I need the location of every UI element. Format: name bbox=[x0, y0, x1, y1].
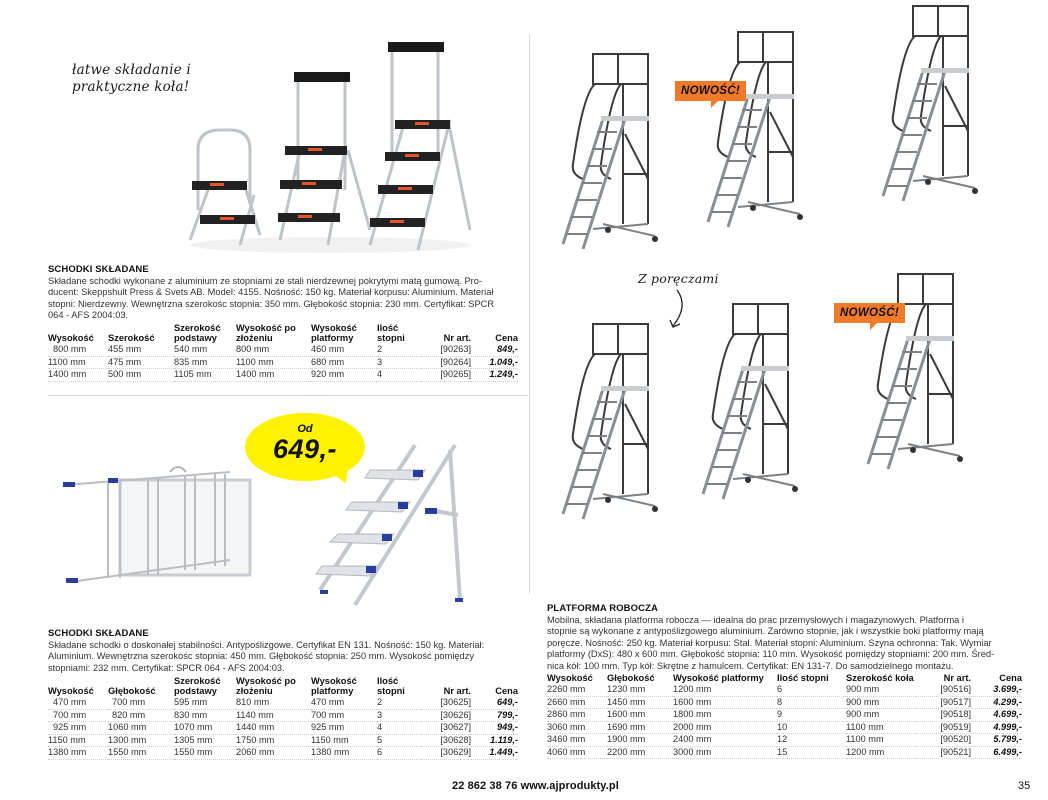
cell-depth: 1450 mm bbox=[607, 696, 673, 709]
cell-height: 1380 mm bbox=[48, 747, 108, 760]
cell-article-number: [30626] bbox=[421, 709, 471, 722]
column-header: Szerokość podstawy bbox=[174, 323, 221, 343]
description-line: stopniami: 232 mm. Certyfikat: SPCR 064 - AFS 2004:03. bbox=[48, 662, 285, 673]
cell-platform-height: 1380 mm bbox=[311, 747, 377, 760]
cell-base-width: 1105 mm bbox=[174, 369, 236, 382]
cell-article-number: [90518] bbox=[916, 709, 971, 722]
cell-height: 3060 mm bbox=[547, 721, 607, 734]
cell-base-width: 835 mm bbox=[174, 356, 236, 369]
cell-wheel-width: 900 mm bbox=[846, 684, 916, 696]
product-schodki-2 bbox=[48, 628, 518, 674]
annotation-easy-folding bbox=[72, 62, 191, 96]
cell-price: 1.119,- bbox=[471, 734, 518, 747]
cell-platform-height: 3000 mm bbox=[673, 746, 777, 759]
table-row bbox=[547, 734, 1022, 747]
table-row bbox=[547, 721, 1022, 734]
column-header: Wysokość po złożeniu bbox=[236, 676, 296, 696]
cell-price: 1.249,- bbox=[471, 369, 518, 382]
folded-steps-image bbox=[60, 460, 250, 590]
cell-steps: 3 bbox=[377, 709, 421, 722]
cell-width: 475 mm bbox=[108, 356, 174, 369]
spec-table-platforma bbox=[547, 673, 1022, 759]
table-row bbox=[48, 722, 518, 735]
annotation-with-handrails: Z poręczami bbox=[638, 271, 719, 286]
table-row bbox=[48, 344, 518, 356]
cell-article-number: [90520] bbox=[916, 734, 971, 747]
cell-steps: 15 bbox=[777, 746, 846, 759]
description-line: Składane schodki o doskonałej stabilności. Antypoślizgowe. Certyfikat EN 131. Nośność: 150 kg. Materiał: bbox=[48, 640, 485, 650]
cell-base-width: 1070 mm bbox=[174, 722, 236, 735]
cell-steps: 6 bbox=[377, 747, 421, 760]
badge-tail bbox=[711, 100, 719, 108]
table-row bbox=[48, 747, 518, 760]
cell-height: 470 mm bbox=[48, 697, 108, 709]
cell-height: 2660 mm bbox=[547, 696, 607, 709]
product-schodki-1 bbox=[48, 264, 518, 322]
cell-folded-height: 810 mm bbox=[236, 697, 311, 709]
cell-depth: 1600 mm bbox=[607, 709, 673, 722]
description-line: stopni: Nierdzewny. Wewnętrzna szerokośc stopnia: 350 mm. Głębokość stopnia: 230 mm. Certyfikat: SPCR bbox=[48, 298, 495, 309]
cell-base-width: 1305 mm bbox=[174, 734, 236, 747]
cell-depth: 2200 mm bbox=[607, 746, 673, 759]
table-row bbox=[547, 746, 1022, 759]
cell-platform-height: 1600 mm bbox=[673, 696, 777, 709]
work-platforms-image bbox=[548, 34, 1018, 554]
arrow-icon bbox=[665, 288, 690, 333]
column-header: Szerokość koła bbox=[846, 673, 914, 683]
cell-price: 799,- bbox=[471, 709, 518, 722]
description-line: platformy (DxS): 480 x 600 mm. Głębokość stopnia: 110 mm. Wysokość pomiędzy stopniami: 200 mm. Śred- bbox=[547, 649, 995, 660]
column-header: Wysokość platformy bbox=[673, 673, 764, 683]
cell-wheel-width: 1200 mm bbox=[846, 746, 916, 759]
description-line: Aluminium. Wewnętrzna szerokośc stopnia: 450 mm. Głębokość stopnia: 250 mm. Wysokość pomiędzy bbox=[48, 651, 475, 662]
cell-steps: 12 bbox=[777, 734, 846, 747]
new-badge bbox=[675, 81, 746, 101]
cell-height: 1150 mm bbox=[48, 734, 108, 747]
cell-steps: 9 bbox=[777, 709, 846, 722]
table-row bbox=[547, 709, 1022, 722]
cell-article-number: [90519] bbox=[916, 721, 971, 734]
section-divider bbox=[48, 395, 528, 396]
cell-platform-height: 2000 mm bbox=[673, 721, 777, 734]
cell-steps: 6 bbox=[777, 684, 846, 696]
new-badge bbox=[834, 303, 905, 323]
column-header: Szerokość podstawy bbox=[174, 676, 221, 696]
cell-steps: 2 bbox=[377, 697, 421, 709]
cell-wheel-width: 900 mm bbox=[846, 696, 916, 709]
new-badge-label: NOWOŚĆ! bbox=[681, 85, 740, 97]
badge-tail bbox=[870, 322, 878, 330]
cell-platform-height: 680 mm bbox=[311, 356, 377, 369]
cell-folded-height: 2060 mm bbox=[236, 747, 311, 760]
cell-article-number: [90265] bbox=[421, 369, 471, 382]
cell-wheel-width: 1100 mm bbox=[846, 734, 916, 747]
cell-folded-height: 1140 mm bbox=[236, 709, 311, 722]
cell-depth: 1900 mm bbox=[607, 734, 673, 747]
spec-table-schodki-2 bbox=[48, 676, 518, 760]
cell-height: 925 mm bbox=[48, 722, 108, 735]
cell-width: 455 mm bbox=[108, 344, 174, 356]
table-header-row bbox=[547, 673, 1022, 684]
cell-price: 3.699,- bbox=[971, 684, 1022, 696]
cell-article-number: [30629] bbox=[421, 747, 471, 760]
cell-price: 5.799,- bbox=[971, 734, 1022, 747]
cell-steps: 10 bbox=[777, 721, 846, 734]
new-badge-label: NOWOŚĆ! bbox=[840, 307, 899, 319]
description-line: ducent: Skeppshult Press & Svets AB. Model: 4155. Nośność: 150 kg. Materiał korpusu: Aluminium. Materiał bbox=[48, 287, 494, 298]
cell-price: 4.999,- bbox=[971, 721, 1022, 734]
description-line: stopnie są wykonane z antypoślizgowego aluminium. Zarówno stopnie, jak i wszystkie boki platformy mają bbox=[547, 626, 984, 637]
table-row bbox=[547, 696, 1022, 709]
table-header-row bbox=[48, 676, 518, 697]
column-header: Nr art. bbox=[443, 333, 471, 343]
column-header: Wysokość bbox=[547, 673, 593, 683]
description-line: poręcze. Nośność: 250 kg. Materiał korpusu: Stal. Materiał stopni: Aluminium. Szyna ochronna: Tak. Wymiar bbox=[547, 637, 992, 648]
column-header: Wysokość bbox=[48, 686, 94, 696]
table-row bbox=[48, 369, 518, 382]
column-header: Ilość stopni bbox=[377, 323, 405, 343]
cell-article-number: [90264] bbox=[421, 356, 471, 369]
cell-height: 3460 mm bbox=[547, 734, 607, 747]
cell-platform-height: 1200 mm bbox=[673, 684, 777, 696]
description-line: 064 - AFS 2004:03. bbox=[48, 310, 129, 321]
cell-price: 4.299,- bbox=[971, 696, 1022, 709]
product-title: PLATFORMA ROBOCZA bbox=[547, 603, 658, 614]
column-header: Ilość stopni bbox=[777, 673, 829, 683]
cell-price: 1.449,- bbox=[471, 747, 518, 760]
cell-depth: 1550 mm bbox=[108, 747, 174, 760]
cell-height: 2260 mm bbox=[547, 684, 607, 696]
cell-folded-height: 1440 mm bbox=[236, 722, 311, 735]
cell-height: 4060 mm bbox=[547, 746, 607, 759]
cell-article-number: [30625] bbox=[421, 697, 471, 709]
cell-steps: 3 bbox=[377, 356, 421, 369]
product-description bbox=[547, 615, 1027, 672]
column-header: Nr art. bbox=[443, 686, 471, 696]
cell-steps: 4 bbox=[377, 369, 421, 382]
cell-height: 1400 mm bbox=[48, 369, 108, 382]
column-divider bbox=[529, 34, 530, 594]
product-platforma bbox=[547, 603, 1027, 672]
cell-folded-height: 1750 mm bbox=[236, 734, 311, 747]
cell-article-number: [30627] bbox=[421, 722, 471, 735]
cell-article-number: [90521] bbox=[916, 746, 971, 759]
column-header: Szerokość bbox=[108, 333, 155, 343]
from-price-badge bbox=[245, 413, 365, 481]
column-header: Cena bbox=[495, 686, 518, 696]
column-header: Wysokość bbox=[48, 333, 94, 343]
column-header: Wysokość platformy bbox=[311, 676, 357, 696]
cell-wheel-width: 1100 mm bbox=[846, 721, 916, 734]
table-row bbox=[547, 684, 1022, 696]
cell-platform-height: 2400 mm bbox=[673, 734, 777, 747]
cell-folded-height: 1100 mm bbox=[236, 356, 311, 369]
cell-height: 800 mm bbox=[48, 344, 108, 356]
cell-price: 649,- bbox=[471, 697, 518, 709]
cell-price: 4.699,- bbox=[971, 709, 1022, 722]
from-price: 649,- bbox=[272, 434, 338, 464]
product-description bbox=[48, 640, 518, 674]
cell-platform-height: 700 mm bbox=[311, 709, 377, 722]
cell-price: 1.049,- bbox=[471, 356, 518, 369]
from-label: Od bbox=[297, 423, 313, 435]
cell-steps: 2 bbox=[377, 344, 421, 356]
cell-price: 949,- bbox=[471, 722, 518, 735]
cell-article-number: [90517] bbox=[916, 696, 971, 709]
footer-contact[interactable]: 22 862 38 76 www.ajprodukty.pl bbox=[452, 780, 619, 792]
column-header: Nr art. bbox=[943, 673, 971, 683]
table-row bbox=[48, 356, 518, 369]
cell-folded-height: 800 mm bbox=[236, 344, 311, 356]
cell-height: 700 mm bbox=[48, 709, 108, 722]
cell-height: 1100 mm bbox=[48, 356, 108, 369]
cell-price: 6.499,- bbox=[971, 746, 1022, 759]
cell-platform-height: 470 mm bbox=[311, 697, 377, 709]
cell-steps: 4 bbox=[377, 722, 421, 735]
table-header-row bbox=[48, 323, 518, 344]
description-line: Składane schodki wykonane z aluminium ze stopniami ze stali nierdzewnej pokrytymi matą gumową. Pro- bbox=[48, 276, 483, 286]
cell-depth: 1300 mm bbox=[108, 734, 174, 747]
table-row bbox=[48, 697, 518, 709]
cell-platform-height: 460 mm bbox=[311, 344, 377, 356]
spec-table-schodki-1 bbox=[48, 323, 518, 382]
product-title: SCHODKI SKŁADANE bbox=[48, 628, 149, 639]
annotation-line: praktyczne koła! bbox=[72, 79, 190, 95]
table-row bbox=[48, 734, 518, 747]
cell-platform-height: 920 mm bbox=[311, 369, 377, 382]
description-line: nica kół: 100 mm. Typ kół: Skrętne z hamulcem. Certyfikat: EN 131-7. Do samodzielnego montażu. bbox=[547, 660, 954, 671]
cell-depth: 1060 mm bbox=[108, 722, 174, 735]
table-row bbox=[48, 709, 518, 722]
cell-height: 2860 mm bbox=[547, 709, 607, 722]
cell-depth: 1230 mm bbox=[607, 684, 673, 696]
cell-base-width: 595 mm bbox=[174, 697, 236, 709]
cell-price: 849,- bbox=[471, 344, 518, 356]
cell-base-width: 540 mm bbox=[174, 344, 236, 356]
column-header: Cena bbox=[495, 333, 518, 343]
cell-folded-height: 1400 mm bbox=[236, 369, 311, 382]
cell-wheel-width: 900 mm bbox=[846, 709, 916, 722]
product-description bbox=[48, 276, 518, 322]
cell-depth: 1690 mm bbox=[607, 721, 673, 734]
column-header: Wysokość po złożeniu bbox=[236, 323, 296, 343]
cell-platform-height: 925 mm bbox=[311, 722, 377, 735]
cell-steps: 8 bbox=[777, 696, 846, 709]
cell-platform-height: 1800 mm bbox=[673, 709, 777, 722]
cell-steps: 5 bbox=[377, 734, 421, 747]
column-header: Głębokość bbox=[108, 686, 156, 696]
cell-article-number: [90263] bbox=[421, 344, 471, 356]
annotation-line: łatwe składanie i bbox=[72, 62, 191, 78]
cell-depth: 820 mm bbox=[108, 709, 174, 722]
cell-width: 500 mm bbox=[108, 369, 174, 382]
column-header: Wysokość platformy bbox=[311, 323, 357, 343]
description-line: Mobilna, składana platforma robocza — idealna do prac przemysłowych i magazynowych. Platforma i bbox=[547, 615, 965, 625]
cell-base-width: 1550 mm bbox=[174, 747, 236, 760]
column-header: Ilość stopni bbox=[377, 676, 405, 696]
cell-depth: 700 mm bbox=[108, 697, 174, 709]
cell-article-number: [90516] bbox=[916, 684, 971, 696]
column-header: Cena bbox=[999, 673, 1022, 683]
cell-base-width: 830 mm bbox=[174, 709, 236, 722]
step-stools-image bbox=[180, 40, 480, 255]
cell-platform-height: 1150 mm bbox=[311, 734, 377, 747]
page-number: 35 bbox=[1018, 780, 1031, 792]
product-title: SCHODKI SKŁADANE bbox=[48, 264, 149, 275]
column-header: Głębokość bbox=[607, 673, 655, 683]
cell-article-number: [30628] bbox=[421, 734, 471, 747]
